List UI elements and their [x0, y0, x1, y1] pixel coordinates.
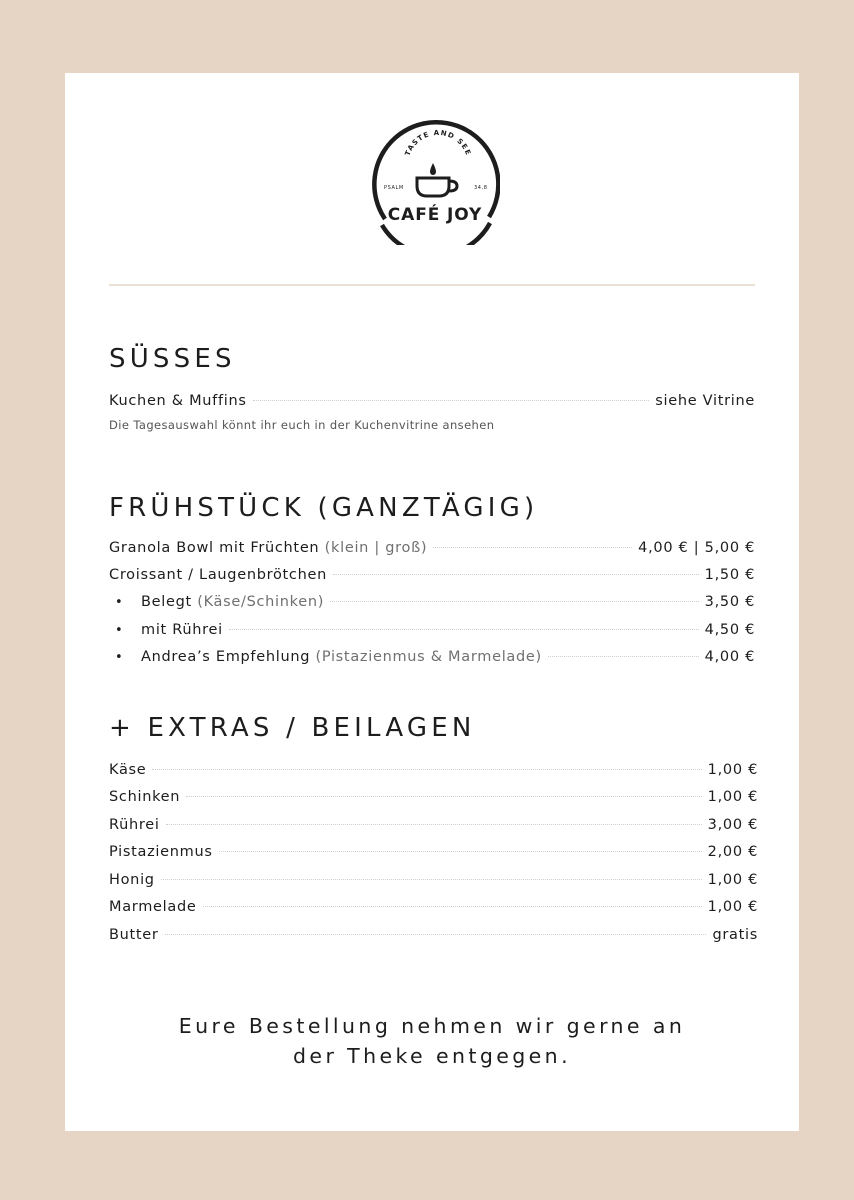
menu-item-croissant: [109, 564, 755, 586]
dot-leader: [548, 656, 699, 657]
menu-item-pistazienmus: [109, 841, 758, 863]
dot-leader: [433, 547, 632, 548]
dot-leader: [166, 824, 702, 825]
item-name: Honig: [109, 872, 155, 888]
menu-item-kaese: [109, 759, 758, 781]
section-title-extras: + EXTRAS / BEILAGEN: [109, 713, 476, 743]
order-note: [65, 1011, 799, 1071]
item-name: Käse: [109, 762, 147, 778]
dot-leader: [330, 601, 699, 602]
item-price: 3,50 €: [704, 594, 755, 610]
menu-item-kuchen-muffins: [109, 390, 755, 412]
item-price: 4,50 €: [704, 622, 755, 638]
bullet-icon: •: [115, 595, 124, 610]
item-price: 1,00 €: [707, 789, 758, 805]
item-price: 4,00 €: [704, 649, 755, 665]
item-price: 4,00 € | 5,00 €: [638, 540, 755, 556]
item-price: 1,00 €: [707, 899, 758, 915]
item-note: (Pistazienmus & Marmelade): [315, 649, 542, 665]
logo-top-text: TASTE AND SEE: [403, 128, 473, 158]
menu-item-butter: [109, 924, 758, 946]
dot-leader: [152, 769, 701, 770]
menu-item-schinken: [109, 786, 758, 808]
item-name: Marmelade: [109, 899, 197, 915]
menu-item-ruehrei: [109, 814, 758, 836]
dot-leader: [161, 879, 702, 880]
section-title-fruehstueck: FRÜHSTÜCK (GANZTÄGIG): [109, 493, 539, 523]
item-name: Croissant / Laugenbrötchen: [109, 567, 327, 583]
logo-left-text: PSALM: [384, 185, 404, 191]
item-name: Butter: [109, 927, 159, 943]
dot-leader: [253, 400, 650, 401]
dot-leader: [186, 796, 701, 797]
item-price: siehe Vitrine: [655, 393, 755, 409]
dot-leader: [219, 851, 702, 852]
item-note: (Käse/Schinken): [197, 594, 325, 610]
logo-right-text: 34,8: [474, 185, 488, 191]
menu-item-andreas-empfehlung: [115, 646, 755, 668]
item-name: Kuchen & Muffins: [109, 393, 247, 409]
item-name: Rührei: [109, 817, 160, 833]
item-price: gratis: [712, 927, 758, 943]
item-name: Belegt: [141, 594, 192, 610]
coffee-cup-icon: [417, 178, 457, 196]
bullet-icon: •: [115, 623, 124, 638]
order-note-line-1: Eure Bestellung nehmen wir gerne an: [178, 1014, 686, 1038]
item-price: 1,50 €: [704, 567, 755, 583]
section-description: Die Tagesauswahl könnt ihr euch in der Kuchenvitrine ansehen: [109, 418, 495, 432]
item-price: 1,00 €: [707, 872, 758, 888]
item-name: Schinken: [109, 789, 181, 805]
bullet-icon: •: [115, 650, 124, 665]
dot-leader: [165, 934, 707, 935]
cafe-joy-logo: [370, 119, 500, 245]
item-price: 1,00 €: [707, 762, 758, 778]
dot-leader: [203, 906, 702, 907]
svg-text:TASTE AND SEE: [404, 129, 473, 157]
item-price: 2,00 €: [707, 844, 758, 860]
item-name: Andrea’s Empfehlung: [141, 649, 311, 665]
dot-leader: [229, 629, 699, 630]
order-note-line-2: der Theke entgegen.: [293, 1044, 571, 1068]
droplet-icon: [430, 163, 436, 175]
menu-card: [65, 73, 799, 1131]
item-name: Pistazienmus: [109, 844, 213, 860]
menu-item-marmelade: [109, 896, 758, 918]
menu-item-mit-ruehrei: [115, 619, 755, 641]
section-title-suesses: SÜSSES: [109, 344, 236, 374]
item-note: (klein | groß): [324, 540, 428, 556]
dot-leader: [333, 574, 699, 575]
item-name: Granola Bowl mit Früchten: [109, 540, 320, 556]
menu-item-honig: [109, 869, 758, 891]
menu-item-granola-bowl: [109, 537, 755, 559]
header-divider: [109, 284, 755, 286]
menu-item-belegt: [115, 591, 755, 613]
item-price: 3,00 €: [707, 817, 758, 833]
logo-name: CAFÉ JOY: [387, 205, 483, 225]
item-name: mit Rührei: [141, 622, 223, 638]
